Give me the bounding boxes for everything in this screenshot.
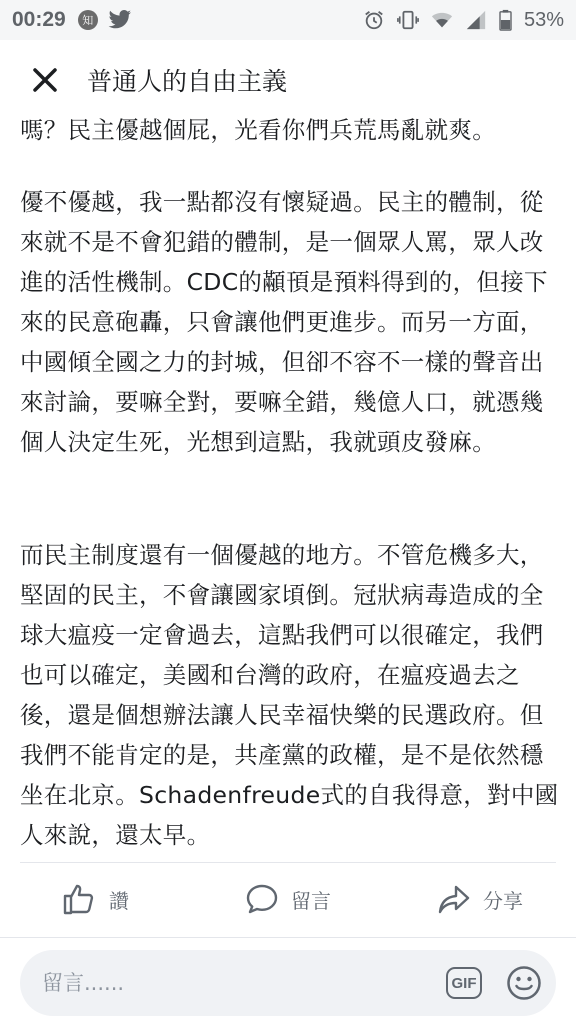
share-icon — [437, 883, 471, 915]
close-button[interactable] — [25, 60, 65, 100]
page-title: 普通人的自由主義 — [87, 67, 288, 96]
post-body — [0, 112, 576, 864]
twitter-icon — [108, 10, 132, 30]
status-bar — [0, 0, 576, 40]
emoji-icon[interactable] — [506, 965, 542, 1001]
comment-composer — [20, 950, 556, 1016]
like-label: 讚 — [109, 888, 129, 913]
thumbs-up-icon — [63, 883, 97, 915]
battery-percent: 53% — [523, 8, 564, 31]
comment-icon — [245, 883, 279, 915]
battery-icon — [499, 9, 512, 31]
vibrate-icon — [397, 9, 419, 31]
divider — [0, 937, 576, 938]
wifi-icon — [431, 9, 453, 31]
comment-input[interactable] — [40, 970, 424, 996]
status-time: 00:29 — [12, 8, 66, 31]
share-label: 分享 — [483, 888, 523, 913]
post-header — [0, 40, 576, 120]
share-button[interactable] — [384, 883, 576, 915]
zhihu-icon: 知 — [78, 10, 98, 30]
close-icon — [32, 67, 58, 93]
like-button[interactable] — [0, 883, 192, 915]
post-paragraph: 優不優越，我一點都沒有懷疑過。民主的體制，從來就不是不會犯錯的體制，是一個眾人罵，眾人改進的活性機制。CDC的顢頇是預料得到的，但接下來的民意砲轟，只會讓他們更進步。而另一方面，中國傾全國之力的封城，但卻不容不一樣的聲音出來討論，要嘛全對，要嘛全錯，幾億人口，就憑幾個人決定生死，光想到這點，我就頭皮發麻。 — [20, 188, 548, 456]
gif-button[interactable]: GIF — [446, 967, 482, 999]
action-bar — [0, 864, 576, 934]
comment-button[interactable] — [192, 883, 384, 915]
post-paragraph: 而民主制度還有一個優越的地方。不管危機多大，堅固的民主，不會讓國家頃倒。冠狀病毒造成的全球大瘟疫一定會過去，這點我們可以很確定，我們也可以確定，美國和台灣的政府，在瘟疫過去之後，還是個想辦法讓人民幸福快樂的民選政府。但我們不能肯定的是，共產黨的政權，是不是依然穩坐在北京。Schadenfreude式的自我得意，對中國人來說，還太早。 — [20, 541, 559, 849]
divider — [20, 862, 556, 863]
post-paragraph: 嗎？民主優越個屁，光看你們兵荒馬亂就爽。 — [20, 116, 496, 144]
signal-icon — [465, 9, 487, 31]
alarm-icon — [363, 9, 385, 31]
comment-label: 留言 — [291, 888, 331, 913]
